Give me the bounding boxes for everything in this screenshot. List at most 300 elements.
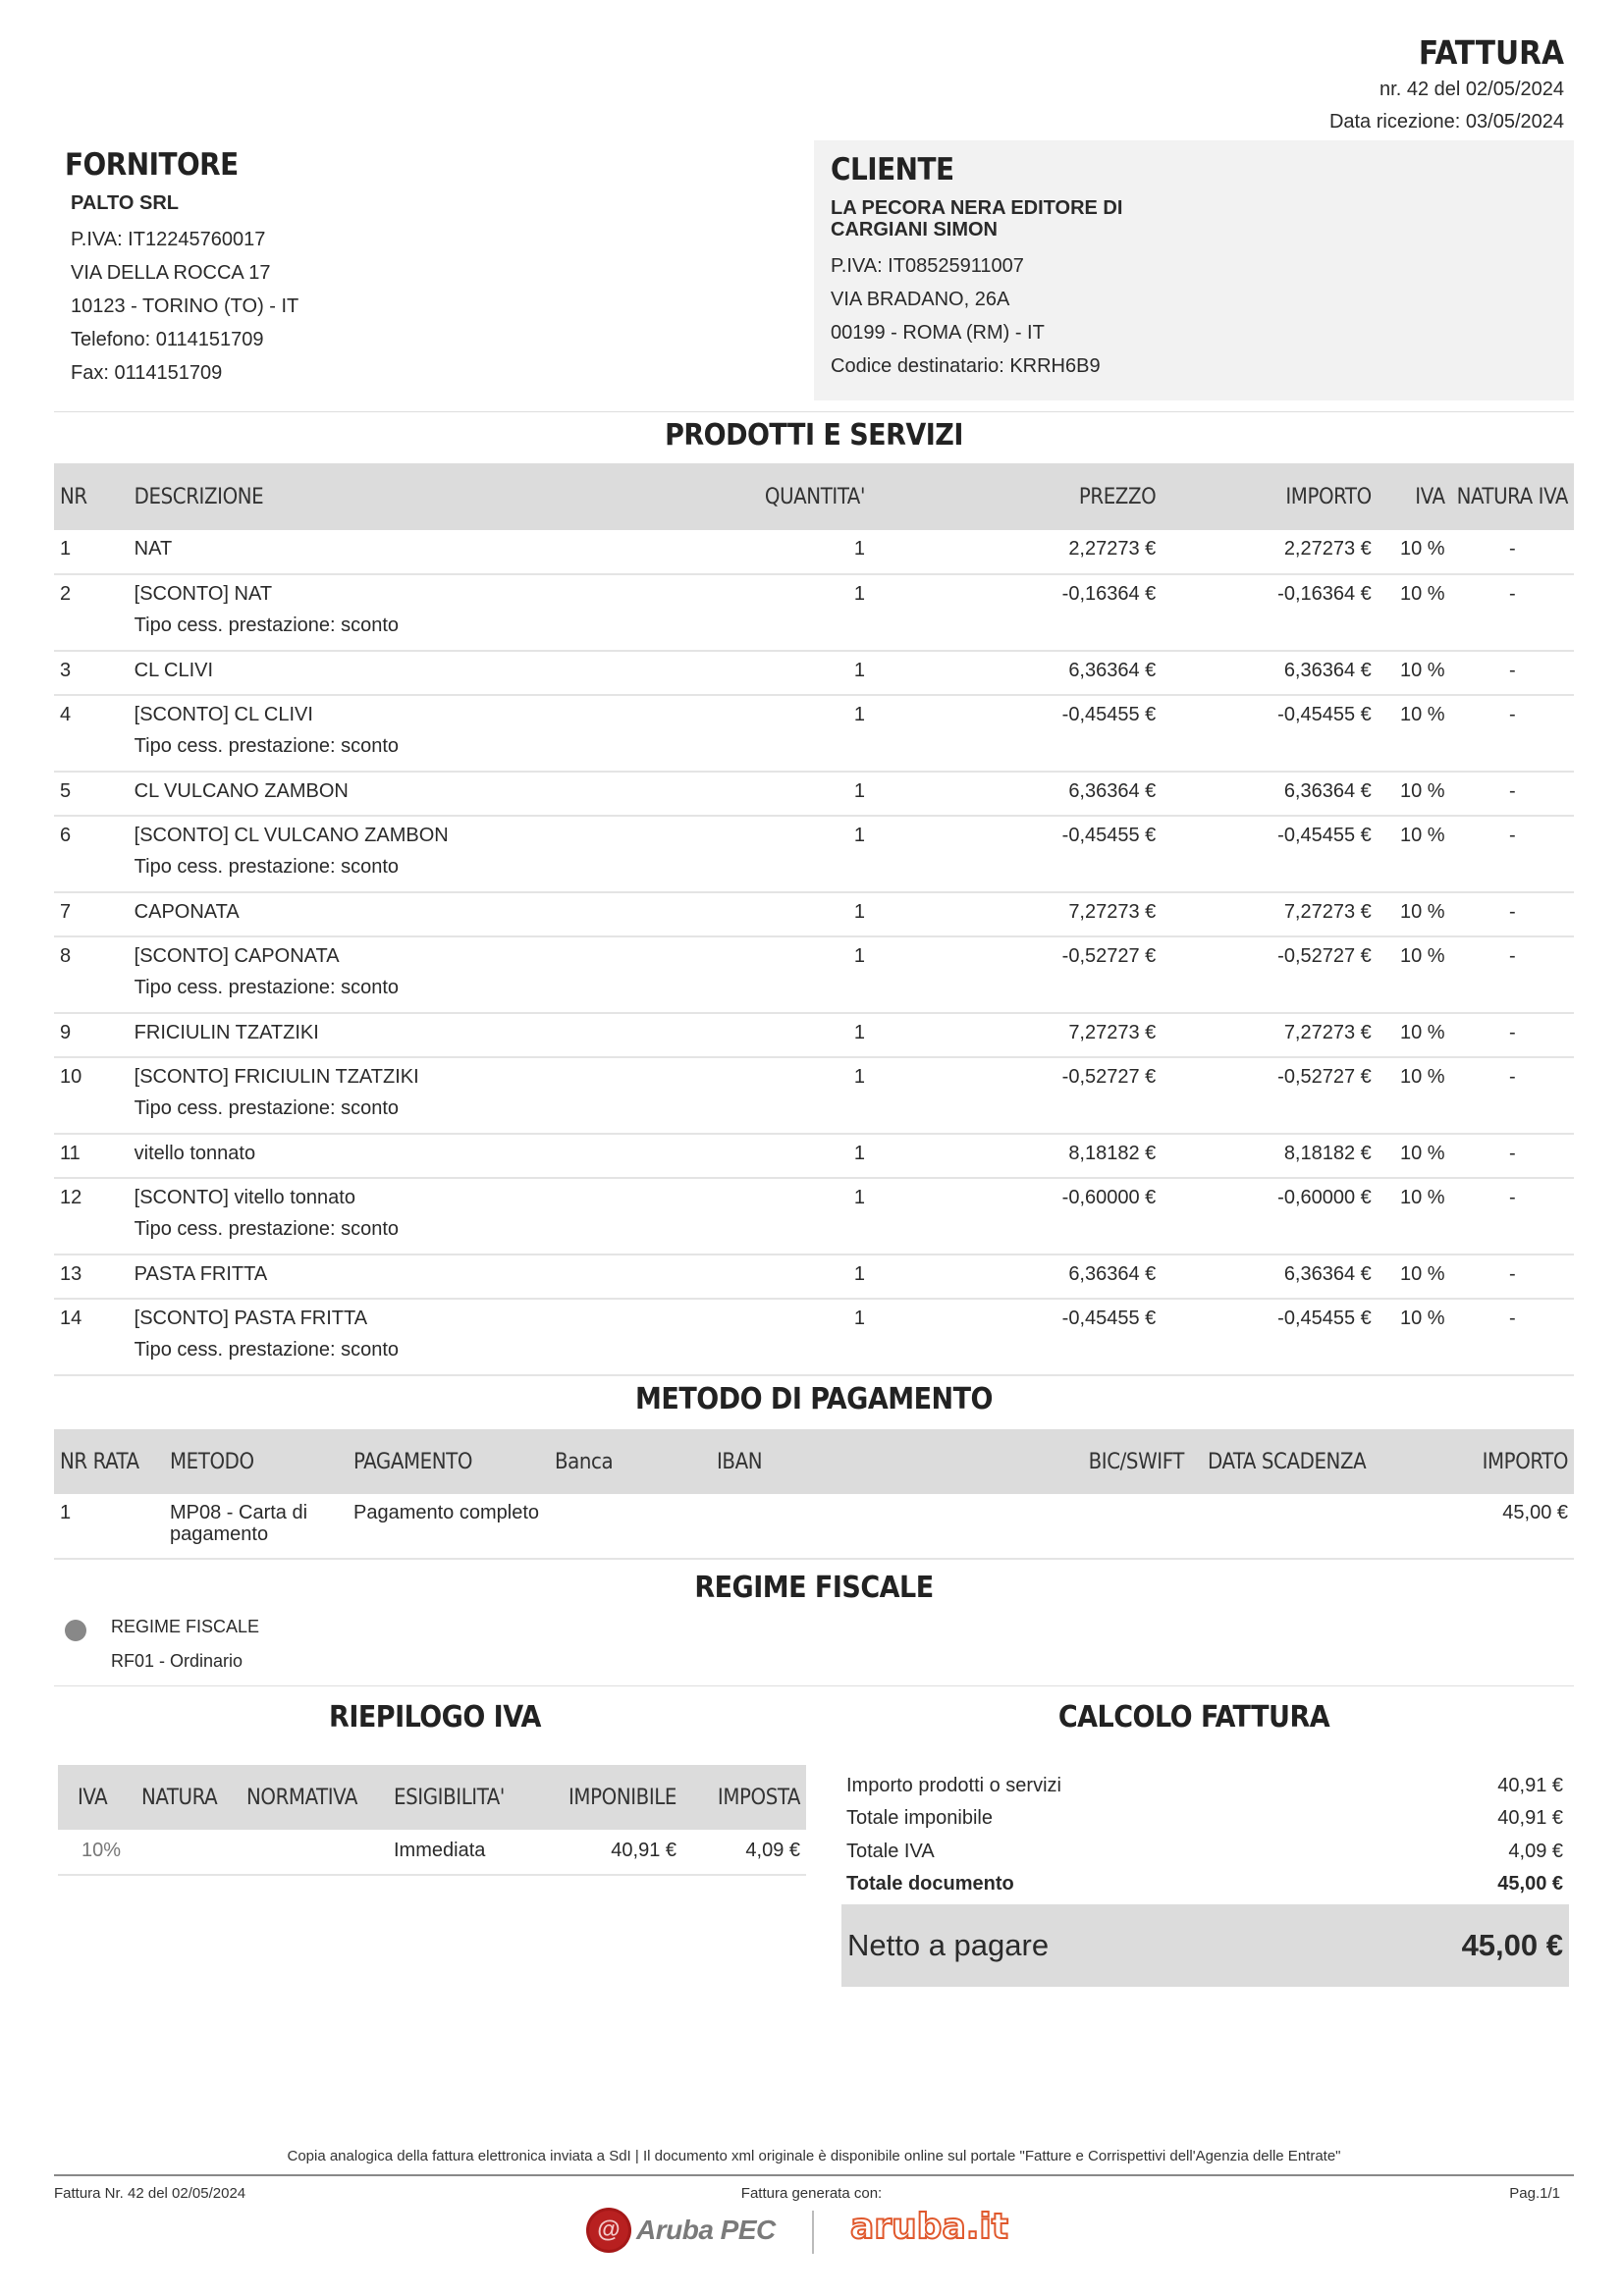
product-price (871, 1255, 1162, 1299)
product-row (54, 1057, 1574, 1134)
product-vat-nature-text: - (1508, 1263, 1516, 1285)
col-amount: IMPORTO (1162, 463, 1378, 530)
product-quantity (664, 695, 871, 772)
product-row (54, 1299, 1574, 1375)
products-title: PRODOTTI E SERVIZI (665, 418, 963, 453)
product-price (871, 651, 1162, 695)
product-vat-text: 10 % (1399, 704, 1445, 725)
product-price (871, 695, 1162, 772)
product-quantity-text: 1 (853, 1066, 865, 1088)
product-subtype: Tipo cess. prestazione: sconto (134, 1339, 400, 1361)
product-quantity (664, 816, 871, 892)
calc-label: Totale documento (846, 1873, 1014, 1895)
supplier-address: VIA DELLA ROCCA 17 (71, 262, 271, 284)
product-vat-nature-text: - (1508, 583, 1516, 605)
product-vat-nature (1451, 936, 1574, 1013)
product-amount (1162, 695, 1378, 772)
product-price-text: 2,27273 € (1068, 538, 1157, 560)
product-vat (1378, 892, 1451, 936)
product-row (54, 1178, 1574, 1255)
payment-row (54, 1494, 1574, 1559)
col-taxable: IMPONIBILE (535, 1765, 682, 1830)
product-subtype: Tipo cess. prestazione: sconto (134, 735, 400, 757)
product-quantity-text: 1 (853, 660, 865, 681)
product-vat-nature (1451, 1178, 1574, 1255)
product-amount-text: -0,60000 € (1277, 1187, 1372, 1208)
product-quantity-text: 1 (853, 583, 865, 605)
footer-invoice-ref: Fattura Nr. 42 del 02/05/2024 (54, 2185, 246, 2202)
product-quantity-text: 1 (853, 538, 865, 560)
product-price (871, 1178, 1162, 1255)
product-vat (1378, 1057, 1451, 1134)
product-vat (1378, 1134, 1451, 1178)
product-vat-text: 10 % (1399, 538, 1445, 560)
invoice-number: nr. 42 del 02/05/2024 (1380, 79, 1564, 100)
col-due-date: DATA SCADENZA (1190, 1429, 1422, 1494)
product-price (871, 936, 1162, 1013)
product-vat-text: 10 % (1399, 1143, 1445, 1164)
received-date: Data ricezione: 03/05/2024 (1328, 111, 1564, 133)
product-vat-text: 10 % (1399, 1308, 1445, 1329)
supplier-title: FORNITORE (65, 147, 239, 183)
product-nr-text: 4 (60, 704, 72, 725)
product-row (54, 816, 1574, 892)
product-row (54, 1013, 1574, 1057)
supplier-phone: Telefono: 0114151709 (71, 329, 264, 350)
product-description (129, 1178, 664, 1255)
supplier-vat: P.IVA: IT12245760017 (71, 229, 266, 250)
product-vat-nature (1451, 1255, 1574, 1299)
product-price-text: 8,18182 € (1068, 1143, 1157, 1164)
product-row (54, 574, 1574, 651)
footer-note: Copia analogica della fattura elettronica inviata a SdI | Il documento xml originale è disponibile online sul portale "Fatture e Corrispettivi dell'Agenzia delle Entrate" (287, 2148, 1341, 2164)
bullet-icon (65, 1620, 86, 1641)
calc-row-total (846, 1873, 1563, 1896)
product-vat (1378, 1013, 1451, 1057)
product-description (129, 695, 664, 772)
aruba-pec-logo (589, 2211, 776, 2250)
product-quantity-text: 1 (853, 1308, 865, 1329)
col-price: PREZZO (871, 463, 1162, 530)
product-nr-text: 12 (60, 1187, 82, 1208)
product-subtype: Tipo cess. prestazione: sconto (134, 977, 400, 998)
product-description (129, 1013, 664, 1057)
product-nr (54, 1013, 129, 1057)
product-description-text: [SCONTO] CAPONATA (134, 945, 340, 967)
product-amount (1162, 530, 1378, 574)
vat-nature (135, 1830, 241, 1875)
product-row (54, 530, 1574, 574)
product-vat (1378, 574, 1451, 651)
payment-bank (549, 1494, 711, 1559)
client-block (814, 140, 1574, 400)
product-nr-text: 3 (60, 660, 72, 681)
net-payable-label: Netto a pagare (847, 1928, 1050, 1962)
product-nr (54, 1299, 129, 1375)
product-amount (1162, 651, 1378, 695)
product-nr (54, 1057, 129, 1134)
product-nr (54, 1134, 129, 1178)
product-subtype: Tipo cess. prestazione: sconto (134, 614, 400, 636)
product-amount (1162, 1013, 1378, 1057)
product-description-text: [SCONTO] vitello tonnato (134, 1187, 355, 1208)
product-vat-nature (1451, 530, 1574, 574)
product-quantity-text: 1 (853, 704, 865, 725)
product-amount-text: 7,27273 € (1283, 1022, 1372, 1043)
product-nr-text: 11 (60, 1143, 81, 1164)
product-vat-nature (1451, 1057, 1574, 1134)
product-vat-text: 10 % (1399, 1187, 1445, 1208)
product-amount-text: 8,18182 € (1283, 1143, 1372, 1164)
col-vat: IVA (1378, 463, 1451, 530)
supplier-city: 10123 - TORINO (TO) - IT (71, 295, 299, 317)
product-quantity (664, 1013, 871, 1057)
product-vat-text: 10 % (1399, 1066, 1445, 1088)
net-payable-value: 45,00 € (1461, 1928, 1563, 1962)
product-vat-nature (1451, 1013, 1574, 1057)
product-vat-nature (1451, 772, 1574, 816)
product-vat (1378, 1299, 1451, 1375)
product-quantity (664, 772, 871, 816)
calc-row-taxable (846, 1807, 1563, 1830)
col-vat-rate: IVA (58, 1765, 135, 1830)
product-row (54, 651, 1574, 695)
product-price-text: 7,27273 € (1068, 1022, 1157, 1043)
product-vat-text: 10 % (1399, 901, 1445, 923)
product-amount-text: -0,45455 € (1277, 825, 1372, 846)
product-vat-text: 10 % (1399, 780, 1445, 802)
product-price-text: 6,36364 € (1068, 780, 1157, 802)
calc-value: 45,00 € (1497, 1873, 1563, 1895)
col-bic: BIC/SWIFT (1055, 1429, 1190, 1494)
calc-label: Totale IVA (846, 1841, 935, 1862)
product-amount (1162, 1178, 1378, 1255)
product-vat-text: 10 % (1399, 583, 1445, 605)
wax-seal-icon: @ (589, 2211, 628, 2250)
product-vat-text: 10 % (1399, 945, 1445, 967)
product-amount-text: -0,52727 € (1277, 1066, 1372, 1088)
product-vat-nature-text: - (1508, 704, 1516, 725)
payment-due (1190, 1494, 1422, 1559)
product-quantity-text: 1 (853, 780, 865, 802)
product-description-text: [SCONTO] FRICIULIN TZATZIKI (134, 1066, 419, 1088)
product-amount (1162, 772, 1378, 816)
products-table (54, 463, 1574, 1376)
product-nr-text: 2 (60, 583, 72, 605)
product-vat-text: 10 % (1399, 1263, 1445, 1285)
product-description (129, 574, 664, 651)
product-price (871, 530, 1162, 574)
product-price-text: 7,27273 € (1068, 901, 1157, 923)
calc-value: 40,91 € (1497, 1775, 1563, 1796)
product-price-text: -0,16364 € (1061, 583, 1157, 605)
payment-bic (1055, 1494, 1190, 1559)
product-description (129, 936, 664, 1013)
client-address: VIA BRADANO, 26A (831, 289, 1010, 310)
col-payment-amount: IMPORTO (1422, 1429, 1574, 1494)
installment-nr: 1 (54, 1494, 164, 1559)
product-price (871, 892, 1162, 936)
product-amount-text: -0,45455 € (1277, 1308, 1372, 1329)
payment-method: MP08 - Carta di pagamento (164, 1494, 348, 1559)
product-price (871, 574, 1162, 651)
product-nr-text: 5 (60, 780, 72, 802)
payment-type: Pagamento completo (348, 1494, 549, 1559)
product-vat-nature (1451, 816, 1574, 892)
client-city: 00199 - ROMA (RM) - IT (831, 322, 1045, 344)
product-quantity (664, 1178, 871, 1255)
product-nr (54, 530, 129, 574)
product-amount (1162, 892, 1378, 936)
product-vat-nature-text: - (1508, 1022, 1516, 1043)
payment-title: METODO DI PAGAMENTO (635, 1382, 993, 1416)
products-header-row (54, 463, 1574, 530)
product-amount (1162, 1134, 1378, 1178)
product-quantity (664, 574, 871, 651)
product-amount (1162, 816, 1378, 892)
product-amount (1162, 1255, 1378, 1299)
payment-amount: 45,00 € (1422, 1494, 1574, 1559)
product-description-text: FRICIULIN TZATZIKI (134, 1022, 319, 1043)
product-quantity-text: 1 (853, 1022, 865, 1043)
product-nr-text: 9 (60, 1022, 72, 1043)
aruba-pec-text: Aruba PEC (636, 2215, 776, 2245)
col-vat-nature: NATURA IVA (1451, 463, 1574, 530)
product-row (54, 1255, 1574, 1299)
product-description-text: [SCONTO] CL CLIVI (134, 704, 313, 725)
product-price (871, 1057, 1162, 1134)
product-description-text: [SCONTO] PASTA FRITTA (134, 1308, 368, 1329)
footer-generated-with: Fattura generata con: (740, 2185, 883, 2202)
product-price-text: -0,52727 € (1061, 1066, 1157, 1088)
product-vat-nature (1451, 892, 1574, 936)
product-description-text: CL CLIVI (134, 660, 214, 681)
footer-divider (54, 2174, 1574, 2176)
product-vat-nature (1451, 1134, 1574, 1178)
col-vat-nature: NATURA (135, 1765, 241, 1830)
col-installment: NR RATA (54, 1429, 164, 1494)
product-nr-text: 6 (60, 825, 72, 846)
page-number: Pag.1/1 (1509, 2185, 1560, 2202)
product-row (54, 695, 1574, 772)
product-vat-nature-text: - (1508, 825, 1516, 846)
product-price (871, 1299, 1162, 1375)
aruba-it-logo: aruba.it (850, 2207, 1008, 2247)
client-title: CLIENTE (831, 152, 954, 187)
divider (54, 411, 1574, 412)
regime-title: REGIME FISCALE (694, 1571, 934, 1605)
product-nr (54, 651, 129, 695)
col-nr: NR (54, 463, 129, 530)
product-row (54, 772, 1574, 816)
col-chargeability: ESIGIBILITA' (388, 1765, 535, 1830)
product-description (129, 892, 664, 936)
product-nr-text: 7 (60, 901, 72, 923)
product-description-text: [SCONTO] NAT (134, 583, 273, 605)
product-vat (1378, 651, 1451, 695)
product-subtype: Tipo cess. prestazione: sconto (134, 1097, 400, 1119)
product-quantity (664, 1299, 871, 1375)
product-amount-text: 6,36364 € (1283, 660, 1372, 681)
col-norm: NORMATIVA (241, 1765, 388, 1830)
product-description-text: vitello tonnato (134, 1143, 256, 1164)
product-vat-nature (1451, 695, 1574, 772)
product-description-text: CL VULCANO ZAMBON (134, 780, 349, 802)
product-description (129, 1057, 664, 1134)
supplier-name: PALTO SRL (71, 192, 179, 214)
product-quantity (664, 1255, 871, 1299)
product-vat (1378, 695, 1451, 772)
product-amount (1162, 1057, 1378, 1134)
product-price-text: -0,45455 € (1061, 1308, 1157, 1329)
product-nr (54, 574, 129, 651)
client-name: LA PECORA NERA EDITORE DI CARGIANI SIMON (831, 197, 1123, 240)
product-quantity (664, 651, 871, 695)
product-nr (54, 936, 129, 1013)
vat-row (58, 1830, 806, 1875)
product-description (129, 772, 664, 816)
product-vat-nature-text: - (1508, 1187, 1516, 1208)
divider (54, 1685, 1574, 1686)
product-vat-nature-text: - (1508, 945, 1516, 967)
product-nr (54, 1255, 129, 1299)
product-amount (1162, 574, 1378, 651)
product-quantity-text: 1 (853, 1143, 865, 1164)
col-tax: IMPOSTA (682, 1765, 806, 1830)
product-quantity-text: 1 (853, 901, 865, 923)
product-price (871, 1134, 1162, 1178)
product-amount-text: -0,45455 € (1277, 704, 1372, 725)
vat-header-row (58, 1765, 806, 1830)
product-row (54, 936, 1574, 1013)
calc-value: 40,91 € (1497, 1807, 1563, 1829)
logo-separator (812, 2211, 814, 2254)
supplier-fax: Fax: 0114151709 (71, 362, 223, 384)
product-vat (1378, 936, 1451, 1013)
product-nr-text: 8 (60, 945, 72, 967)
product-quantity-text: 1 (853, 945, 865, 967)
payment-iban (711, 1494, 1055, 1559)
product-vat-nature-text: - (1508, 538, 1516, 560)
product-amount (1162, 936, 1378, 1013)
product-vat-nature-text: - (1508, 1066, 1516, 1088)
product-vat-nature-text: - (1508, 780, 1516, 802)
product-price (871, 772, 1162, 816)
product-amount-text: 7,27273 € (1283, 901, 1372, 923)
product-vat-text: 10 % (1399, 1022, 1445, 1043)
product-price-text: -0,45455 € (1061, 704, 1157, 725)
product-amount-text: 6,36364 € (1283, 780, 1372, 802)
product-price-text: 6,36364 € (1068, 1263, 1157, 1285)
product-description (129, 1255, 664, 1299)
vat-summary-table (58, 1765, 806, 1876)
product-description (129, 1134, 664, 1178)
calc-row-products (846, 1775, 1563, 1797)
calc-label: Totale imponibile (846, 1807, 993, 1829)
product-price (871, 816, 1162, 892)
col-description: DESCRIZIONE (129, 463, 664, 530)
product-description (129, 816, 664, 892)
regime-label: REGIME FISCALE (111, 1617, 260, 1636)
product-price-text: -0,45455 € (1061, 825, 1157, 846)
product-vat-nature (1451, 651, 1574, 695)
product-row (54, 892, 1574, 936)
product-amount-text: 6,36364 € (1283, 1263, 1372, 1285)
product-nr-text: 10 (60, 1066, 82, 1088)
product-quantity-text: 1 (853, 825, 865, 846)
product-vat-nature-text: - (1508, 1143, 1516, 1164)
product-price-text: -0,60000 € (1061, 1187, 1157, 1208)
product-description (129, 1299, 664, 1375)
product-subtype: Tipo cess. prestazione: sconto (134, 1218, 400, 1240)
product-vat-nature (1451, 1299, 1574, 1375)
product-description (129, 530, 664, 574)
col-iban: IBAN (711, 1429, 1055, 1494)
product-nr-text: 13 (60, 1263, 82, 1285)
col-method: METODO (164, 1429, 348, 1494)
product-quantity (664, 936, 871, 1013)
vat-rate: 10% (58, 1830, 135, 1875)
product-amount-text: -0,16364 € (1277, 583, 1372, 605)
col-quantity: QUANTITA' (664, 463, 871, 530)
product-vat-text: 10 % (1399, 660, 1445, 681)
calc-row-vat (846, 1841, 1563, 1863)
product-quantity (664, 530, 871, 574)
product-vat (1378, 1255, 1451, 1299)
payment-table (54, 1429, 1574, 1560)
product-vat (1378, 1178, 1451, 1255)
product-row (54, 1134, 1574, 1178)
vat-summary-title: RIEPILOGO IVA (329, 1700, 541, 1735)
calc-label: Importo prodotti o servizi (846, 1775, 1061, 1796)
net-payable-box (841, 1904, 1569, 1987)
product-vat-nature-text: - (1508, 901, 1516, 923)
product-quantity (664, 1057, 871, 1134)
product-price-text: -0,52727 € (1061, 945, 1157, 967)
supplier-block (65, 147, 752, 390)
product-amount-text: -0,52727 € (1277, 945, 1372, 967)
calc-title: CALCOLO FATTURA (1057, 1700, 1330, 1735)
product-price-text: 6,36364 € (1068, 660, 1157, 681)
product-quantity-text: 1 (853, 1187, 865, 1208)
document-title: FATTURA (1418, 33, 1564, 72)
col-payment: PAGAMENTO (348, 1429, 549, 1494)
product-nr-text: 14 (60, 1308, 82, 1329)
product-nr (54, 892, 129, 936)
product-nr (54, 816, 129, 892)
vat-tax: 4,09 € (682, 1830, 806, 1875)
product-amount-text: 2,27273 € (1283, 538, 1372, 560)
product-vat (1378, 530, 1451, 574)
client-vat: P.IVA: IT08525911007 (831, 255, 1024, 277)
product-vat (1378, 816, 1451, 892)
product-price (871, 1013, 1162, 1057)
calc-value: 4,09 € (1508, 1841, 1563, 1862)
product-nr-text: 1 (60, 538, 72, 560)
product-vat-nature-text: - (1508, 1308, 1516, 1329)
vat-norm (241, 1830, 388, 1875)
product-nr (54, 772, 129, 816)
product-vat-nature (1451, 574, 1574, 651)
col-bank: Banca (549, 1429, 711, 1494)
product-description-text: PASTA FRITTA (134, 1263, 268, 1285)
product-amount (1162, 1299, 1378, 1375)
vat-chargeability: Immediata (388, 1830, 535, 1875)
vat-taxable: 40,91 € (535, 1830, 682, 1875)
regime-value: RF01 - Ordinario (111, 1651, 243, 1671)
product-vat-nature-text: - (1508, 660, 1516, 681)
product-description-text: NAT (134, 538, 173, 560)
